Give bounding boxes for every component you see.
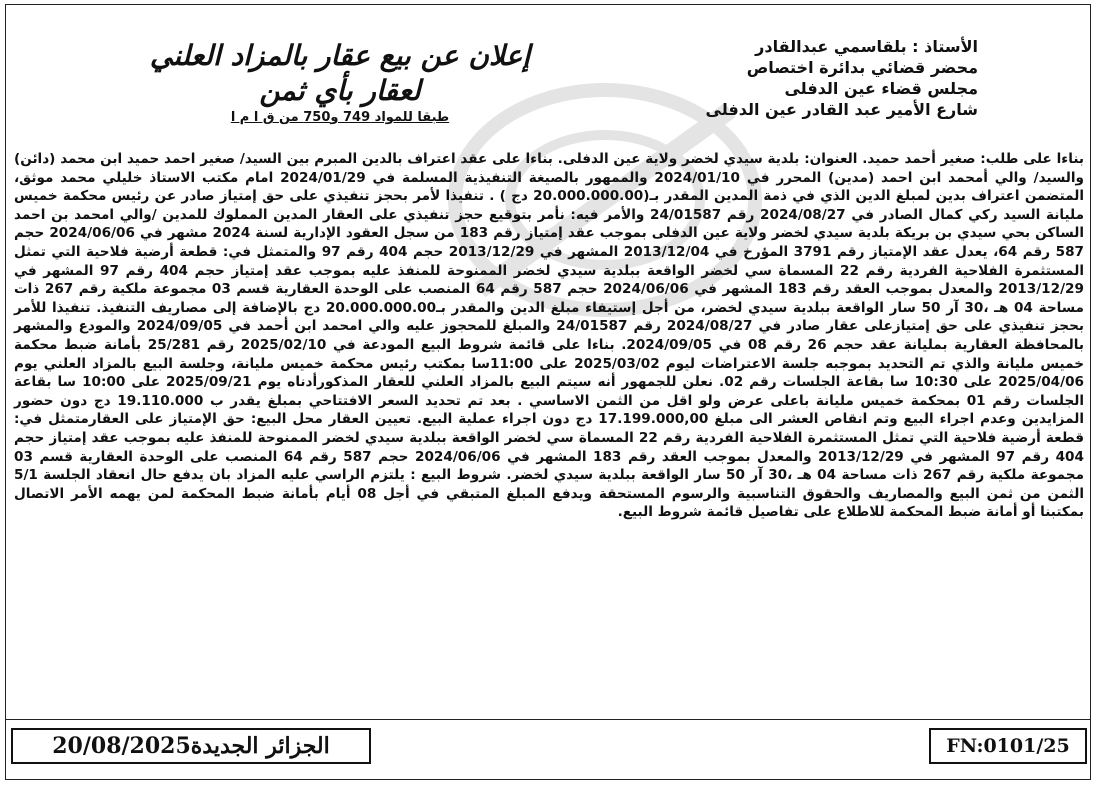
- notice-body: بناءا على طلب: صغير أحمد حميد. العنوان: بلدية سيدي لخضر ولاية عين الدفلى. بناءا على عقد اعتراف بالدين المبرم بين السيد/ صغير احمد حميد ابن محمد (دائن) والسيد/ والي أمحمد ابن احمد (مدين) المحرر في 2024/01/10 والممهور بالصيغة التنفيذية المسلمة في 2024/01/29 امام مكتب الاستاذ خليلي محمد موثق، المتضمن اعتراف بدين لمبلغ الدين الذي في ذمة المدين المقدر بـ(20.000.000.00 دج ) . تنفيذا لأمر بحجز تنفيذي على حق إمتياز صادر عن رئيس محكمة خميس مليانة السيد ركي كمال الصادر في 2024/08/27 رقم 24/01587 والأمر فيه: نأمر بتوقيع حجز تنفيذي على العقار المدين المملوك للمدين /والي امحمد بن احمد الساكن بحي سيدي بن بريكة بلدية سيدي لخضر ولاية عين الدفلى بموجب عقد إمتياز رقم 183 من سجل العقود الإدارية لسنة 2024 مشهر في 2024/06/06 حجم 587 رقم 64، يعدل عقد الإمتياز رقم 3791 المؤرخ في 2013/12/04 المشهر في 2013/12/29 حجم 404 رقم 97 والمتمثل في: قطعة أرضية فلاحية التي تمثل المستثمرة الفلاحية الفردية رقم 22 المسماة سي لخضر الواقعة ببلدية سيدي لخضر الممنوحة للمنفذ عليه بموجب عقد إمتياز حجم 404 رقم 97 المشهر في 2013/12/29 والمعدل بموجب العقد رقم 183 المشهر في 2024/06/06 حجم 587 رقم 64 المنصب على الوحدة العقارية قسم 03 مجموعة ملكية رقم 267 ذات مساحة 04 هـ ،30 آر 50 سار الواقعة ببلدية سيدي لخضر، من أجل إستيفاء مبلغ الدين والمقدر بـ20.000.000.00 دج بالإضافة إلى مصاريف التنفيذ. تنفيذا للأمر بحجز تنفيذي على حق إمتيازعلى عقار صادر في 2024/08/27 رقم 24/01587 والمبلغ للمحجوز عليه والي امحمد ابن أحمد في 2024/09/05 والمودع والمشهر بالمحافظة العقارية بمليانة عقد حجم 26 رقم 08 في 2024/09/05. بناءا على قائمة شروط البيع المودعة في 2025/02/10 رقم 25/281 بأمانة ضبط محكمة خميس مليانة والذي تم التحديد بموجبه جلسة الاعتراضات ليوم 2025/03/02 على 11:00سا بمكتب رئيس محكمة خميس مليانة، وجلسة البيع بالمزاد العلني يوم 2025/04/06 على 10:30 سا بقاعة الجلسات رقم 02. نعلن للجمهور أنه سيتم البيع بالمزاد العلني للعقار المذكورأدناه يوم 2025/09/21 على 10:00 سا بقاعة الجلسات رقم 01 بمحكمة خميس مليانة باعلى عرض ولو اقل من الثمن الاساسي . بعد تم تحديد السعر الافتتاحي بمبلغ يقدر ب 19.110.000 دج دون حضور المزايدين وعدم اجراء البيع وتم انقاص العشر الى مبلغ 17.199.000,00 دج دون اجراء عملية البيع. تعيين العقار محل البيع: حق الإمتياز على العقارمتمثل في: قطعة أرضية فلاحية التي تمثل المستثمرة الفلاحية الفردية رقم 22 المسماة سي لخضر الواقعة ببلدية سيدي لخضر الممنوحة للمنفذ عليه بموجب عقد إمتياز حجم 404 رقم 97 المشهر في 2013/12/29 والمعدل بموجب العقد رقم 183 المشهر في 2024/06/06 حجم 587 رقم 64 المنصب على الوحدة العقارية قسم 03 مجموعة ملكية رقم 267 ذات مساحة 04 هـ ،30 آر 50 سار الواقعة ببلدية سيدي لخضر. شروط البيع : يلتزم الراسي عليه المزاد بان يدفع حال انعقاد الجلسة 5/1 الثمن من ثمن البيع والمصاريف والحقوق التناسبية والرسوم المستحقة ويدفع المبلغ المتبقي في أجل 08 أيام بأمانة ضبط المحكمة لمن يهمه الأمر الاتصال بمكتبنا أو أمانة ضبط المحكمة للاطلاع على تفاصيل قائمة شروط البيع.: [14, 151, 1085, 521]
- notice-title: إعلان عن بيع عقار بالمزاد العلني: [149, 39, 531, 72]
- bailiff-name: الأستاذ : بلقاسمي عبدالقادر: [755, 37, 978, 56]
- notice-subtitle: لعقار بأي ثمن: [259, 74, 421, 107]
- newspaper-box: الجزائر الجديدة20/08/2025: [11, 728, 371, 764]
- reference-box: FN:0101/25: [929, 728, 1087, 764]
- footer-divider: [5, 719, 1091, 720]
- bailiff-court: مجلس قضاء عين الدفلى: [784, 79, 978, 98]
- bailiff-title: محضر قضائي بدائرة اختصاص: [746, 58, 978, 77]
- bailiff-address: شارع الأمير عبد القادر عين الدفلى: [705, 100, 978, 119]
- bailiff-header: [678, 36, 978, 120]
- notice-heading: [110, 38, 570, 125]
- legal-reference: طبقا للمواد 749 و750 من ق ا م ا: [230, 110, 450, 125]
